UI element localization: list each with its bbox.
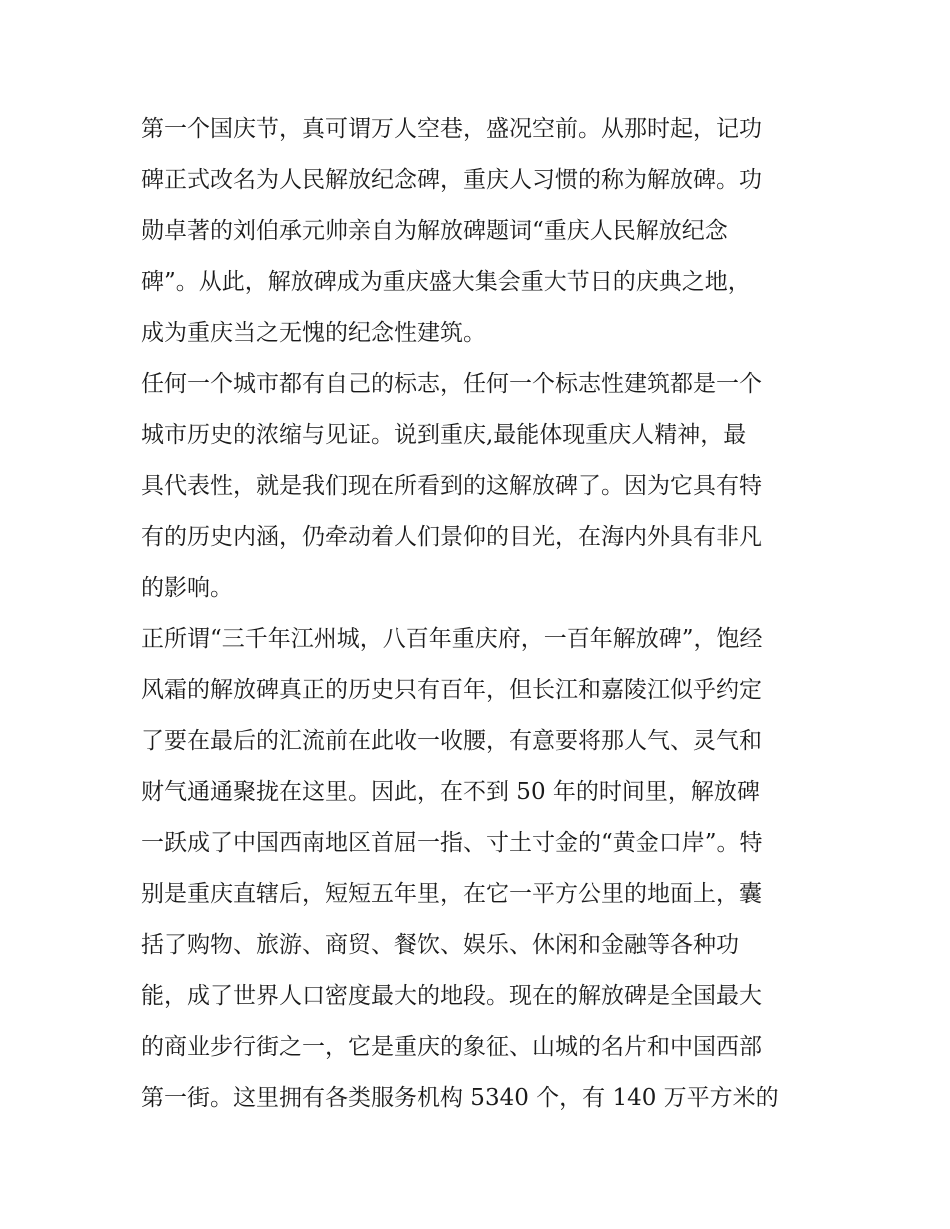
text-line: 的商业步行街之一，它是重庆的象征、山城的名片和中国西部 xyxy=(141,1034,762,1060)
text-line: 能，成了世界人口密度最大的地段。现在的解放碑是全国最大 xyxy=(141,983,762,1009)
text-line: 别是重庆直辖后，短短五年里，在它一平方公里的地面上，囊 xyxy=(141,881,762,907)
text-line: 有的历史内涵，仍牵动着人们景仰的目光，在海内外具有非凡 xyxy=(141,524,762,550)
text-line: 城市历史的浓缩与见证。说到重庆,最能体现重庆人精神，最 xyxy=(141,422,747,448)
text-line: 勋卓著的刘伯承元帅亲自为解放碑题词“重庆人民解放纪念 xyxy=(141,218,728,244)
text-line: 风霜的解放碑真正的历史只有百年，但长江和嘉陵江似乎约定 xyxy=(141,677,762,703)
text-line: 第一个国庆节，真可谓万人空巷，盛况空前。从那时起，记功 xyxy=(141,116,762,142)
text-line: 括了购物、旅游、商贸、餐饮、娱乐、休闲和金融等各种功 xyxy=(141,932,739,958)
text-line: 第一街。这里拥有各类服务机构 5340 个，有 140 万平方米的 xyxy=(141,1085,779,1111)
text-line: 了要在最后的汇流前在此收一收腰，有意要将那人气、灵气和 xyxy=(141,728,762,754)
text-line: 成为重庆当之无愧的纪念性建筑。 xyxy=(141,320,486,346)
text-line: 具代表性，就是我们现在所看到的这解放碑了。因为它具有特 xyxy=(141,473,762,499)
document-body xyxy=(141,104,813,1124)
text-line: 任何一个城市都有自己的标志，任何一个标志性建筑都是一个 xyxy=(141,371,762,397)
text-line: 财气通通聚拢在这里。因此，在不到 50 年的时间里，解放碑 xyxy=(141,779,760,805)
text-line: 正所谓“三千年江州城，八百年重庆府，一百年解放碑”，饱经 xyxy=(141,626,763,652)
text-line: 碑”。从此，解放碑成为重庆盛大集会重大节日的庆典之地， xyxy=(141,269,751,295)
text-line: 碑正式改名为人民解放纪念碑，重庆人习惯的称为解放碑。功 xyxy=(141,167,762,193)
text-line: 一跃成了中国西南地区首屈一指、寸土寸金的“黄金口岸”。特 xyxy=(141,830,763,856)
text-line: 的影响。 xyxy=(141,575,233,601)
